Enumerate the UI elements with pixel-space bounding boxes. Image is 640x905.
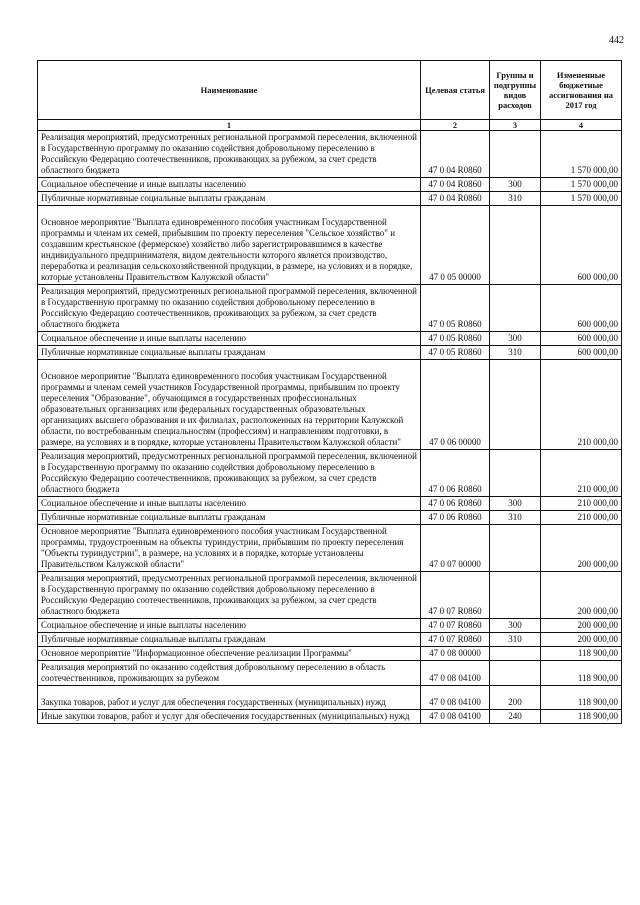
row-target-code: 47 0 08 04100 xyxy=(421,686,490,710)
row-target-code: 47 0 08 00000 xyxy=(421,647,490,661)
row-group: 310 xyxy=(490,511,541,525)
row-amount: 600 000,00 xyxy=(541,346,622,360)
table-row xyxy=(38,511,622,525)
column-number: 1 xyxy=(38,120,421,131)
row-group: 200 xyxy=(490,686,541,710)
table-row xyxy=(38,633,622,647)
row-amount: 1 570 000,00 xyxy=(541,131,622,178)
row-amount: 200 000,00 xyxy=(541,633,622,647)
table-row xyxy=(38,346,622,360)
table-row xyxy=(38,572,622,619)
row-name: Реализация мероприятий по оказанию содействия добровольному переселению в область соотечественников, проживающих за рубежом xyxy=(38,661,421,686)
row-amount: 600 000,00 xyxy=(541,332,622,346)
table-row xyxy=(38,525,622,572)
row-amount: 118 900,00 xyxy=(541,686,622,710)
row-group: 310 xyxy=(490,346,541,360)
row-group: 240 xyxy=(490,710,541,724)
row-name: Публичные нормативные социальные выплаты гражданам xyxy=(38,511,421,525)
row-target-code: 47 0 07 00000 xyxy=(421,525,490,572)
row-amount: 210 000,00 xyxy=(541,360,622,450)
row-name: Реализация мероприятий, предусмотренных региональной программой переселения, включенной в Государственную программу по оказанию содействия добровольному переселению в Российскую Федерацию соотечественников, проживающих за рубежом, за счет средств областного бюджета xyxy=(38,285,421,332)
row-group: 300 xyxy=(490,619,541,633)
row-group xyxy=(490,285,541,332)
row-amount: 600 000,00 xyxy=(541,285,622,332)
table-row xyxy=(38,661,622,686)
header-amount: Измененные бюджетные ассигнования на 2017 год xyxy=(541,61,622,120)
row-name: Публичные нормативные социальные выплаты гражданам xyxy=(38,346,421,360)
row-name: Реализация мероприятий, предусмотренных региональной программой переселения, включенной в Государственную программу по оказанию содействия добровольному переселению в Российскую Федерацию соотечественников, проживающих за рубежом, за счет средств областного бюджета xyxy=(38,450,421,497)
row-target-code: 47 0 08 04100 xyxy=(421,710,490,724)
row-name: Основное мероприятие "Выплата единовременного пособия участникам Государственной программы и членам семей участников Государственной программы, прибывшим по проекту переселения "Образование", обучающимся в государственных профессиональных образовательных организациях или федеральных государственных образовательных организациях высшего образования и их филиалах, расположенных на территории Калужской области, по востребованным специальностям (профессиям) и направлениям подготовки, в размере, на условиях и в порядке, которые установлены Правительством Калужской области" xyxy=(38,360,421,450)
row-group xyxy=(490,131,541,178)
row-target-code: 47 0 08 04100 xyxy=(421,661,490,686)
row-target-code: 47 0 04 R0860 xyxy=(421,178,490,192)
row-name: Социальное обеспечение и иные выплаты населению xyxy=(38,332,421,346)
row-name: Публичные нормативные социальные выплаты гражданам xyxy=(38,192,421,206)
row-group xyxy=(490,572,541,619)
row-target-code: 47 0 04 R0860 xyxy=(421,131,490,178)
table-row xyxy=(38,647,622,661)
table-row xyxy=(38,450,622,497)
row-group xyxy=(490,647,541,661)
row-amount: 1 570 000,00 xyxy=(541,178,622,192)
row-amount: 118 900,00 xyxy=(541,710,622,724)
table-row xyxy=(38,192,622,206)
table-row xyxy=(38,360,622,450)
row-target-code: 47 0 05 R0860 xyxy=(421,346,490,360)
column-number: 3 xyxy=(490,120,541,131)
row-target-code: 47 0 04 R0860 xyxy=(421,192,490,206)
row-name: Социальное обеспечение и иные выплаты населению xyxy=(38,619,421,633)
row-amount: 200 000,00 xyxy=(541,572,622,619)
row-group xyxy=(490,450,541,497)
page-number: 442 xyxy=(609,35,624,46)
row-group: 310 xyxy=(490,633,541,647)
row-group: 310 xyxy=(490,192,541,206)
table-row xyxy=(38,619,622,633)
row-amount: 1 570 000,00 xyxy=(541,192,622,206)
row-target-code: 47 0 06 R0860 xyxy=(421,511,490,525)
row-amount: 118 900,00 xyxy=(541,661,622,686)
row-name: Основное мероприятие "Выплата единовременного пособия участникам Государственной программы, трудоустроенным на объекты туриндустрии, прибывшим по проекту переселения "Объекты туриндустрии", в размере, на условиях и в порядке, которые установлены Правительством Калужской области" xyxy=(38,525,421,572)
row-name: Иные закупки товаров, работ и услуг для обеспечения государственных (муниципальных) нужд xyxy=(38,710,421,724)
row-amount: 600 000,00 xyxy=(541,206,622,285)
header-groups: Группы и подгруппы видов расходов xyxy=(490,61,541,120)
row-group xyxy=(490,360,541,450)
row-name: Публичные нормативные социальные выплаты гражданам xyxy=(38,633,421,647)
row-target-code: 47 0 07 R0860 xyxy=(421,619,490,633)
table-row xyxy=(38,206,622,285)
row-group: 300 xyxy=(490,332,541,346)
header-name: Наименование xyxy=(38,61,421,120)
column-number: 2 xyxy=(421,120,490,131)
row-target-code: 47 0 05 R0860 xyxy=(421,285,490,332)
row-name: Реализация мероприятий, предусмотренных региональной программой переселения, включенной в Государственную программу по оказанию содействия добровольному переселению в Российскую Федерацию соотечественников, проживающих за рубежом, за счет средств областного бюджета xyxy=(38,572,421,619)
row-amount: 200 000,00 xyxy=(541,525,622,572)
table-row xyxy=(38,686,622,710)
row-amount: 210 000,00 xyxy=(541,450,622,497)
row-name: Основное мероприятие "Информационное обеспечение реализации Программы" xyxy=(38,647,421,661)
row-amount: 210 000,00 xyxy=(541,511,622,525)
row-name: Социальное обеспечение и иные выплаты населению xyxy=(38,497,421,511)
table-row xyxy=(38,710,622,724)
table-row xyxy=(38,131,622,178)
row-target-code: 47 0 07 R0860 xyxy=(421,633,490,647)
header-target: Целевая статья xyxy=(421,61,490,120)
row-group: 300 xyxy=(490,178,541,192)
table-row xyxy=(38,178,622,192)
table-row xyxy=(38,285,622,332)
row-target-code: 47 0 05 R0860 xyxy=(421,332,490,346)
table-row xyxy=(38,332,622,346)
row-name: Закупка товаров, работ и услуг для обеспечения государственных (муниципальных) нужд xyxy=(38,686,421,710)
row-group xyxy=(490,525,541,572)
row-target-code: 47 0 06 00000 xyxy=(421,360,490,450)
column-number: 4 xyxy=(541,120,622,131)
row-amount: 200 000,00 xyxy=(541,619,622,633)
row-group xyxy=(490,206,541,285)
table-row xyxy=(38,497,622,511)
row-amount: 210 000,00 xyxy=(541,497,622,511)
row-group: 300 xyxy=(490,497,541,511)
row-group xyxy=(490,661,541,686)
row-name: Реализация мероприятий, предусмотренных региональной программой переселения, включенной в Государственную программу по оказанию содействия добровольному переселению в Российскую Федерацию соотечественников, проживающих за рубежом, за счет средств областного бюджета xyxy=(38,131,421,178)
row-target-code: 47 0 06 R0860 xyxy=(421,497,490,511)
row-target-code: 47 0 06 R0860 xyxy=(421,450,490,497)
row-name: Основное мероприятие "Выплата единовременного пособия участникам Государственной программы и членам их семей, прибывшим по проекту переселения "Сельское хозяйство" и создавшим крестьянское (фермерское) хозяйство либо зарегистрировавшимся в качестве индивидуального предпринимателя, видом деятельности которого является производство, переработка и реализация сельскохозяйственной продукции, в размере, на условиях и в порядке, которые установлены Правительством Калужской области" xyxy=(38,206,421,285)
header-row xyxy=(38,61,622,120)
budget-table xyxy=(37,60,622,724)
column-number-row xyxy=(38,120,622,131)
row-target-code: 47 0 07 R0860 xyxy=(421,572,490,619)
row-target-code: 47 0 05 00000 xyxy=(421,206,490,285)
row-amount: 118 900,00 xyxy=(541,647,622,661)
row-name: Социальное обеспечение и иные выплаты населению xyxy=(38,178,421,192)
